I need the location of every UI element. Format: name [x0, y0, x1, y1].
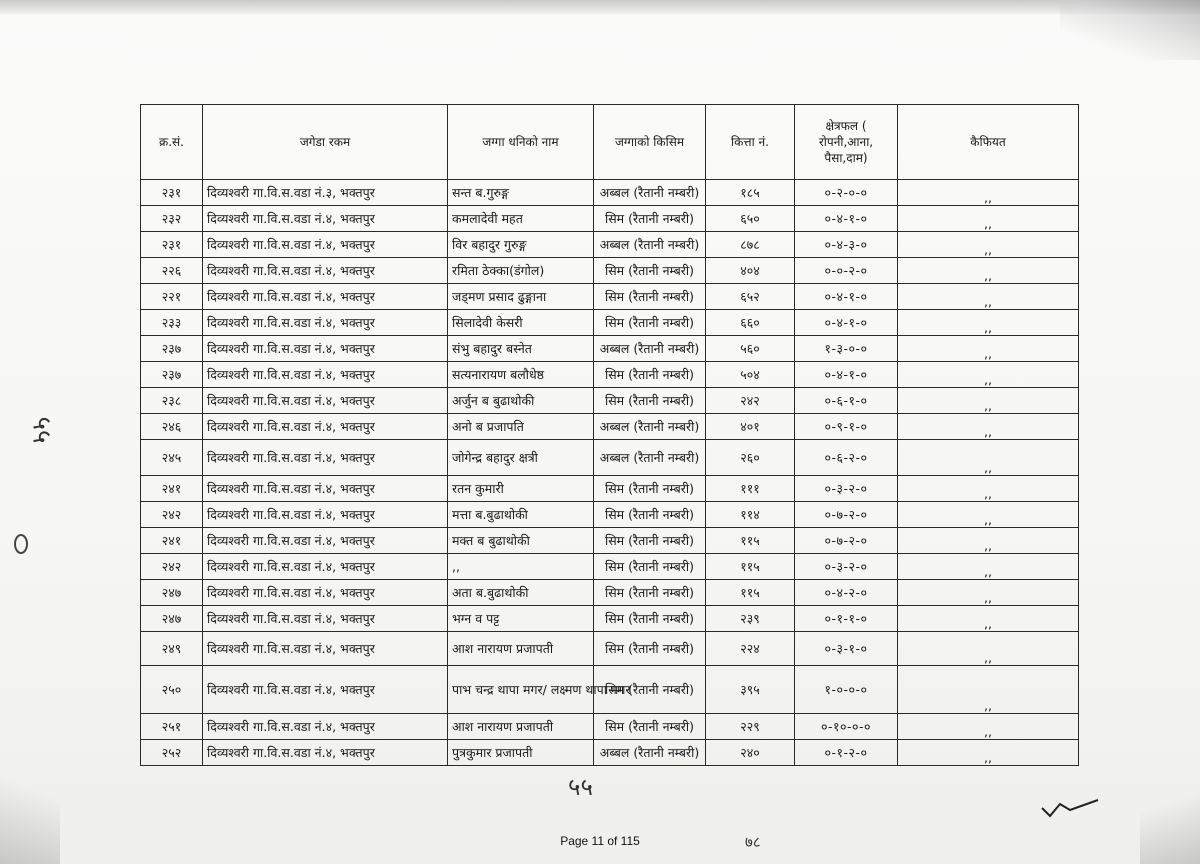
cell-kitta: २६० — [706, 440, 795, 476]
table-row — [141, 632, 1079, 666]
cell-sn: २२६ — [141, 258, 203, 284]
cell-owner: जड्मण प्रसाद ढुङ्गाना — [448, 284, 594, 310]
cell-remarks: ,, — [898, 284, 1079, 310]
table-row — [141, 580, 1079, 606]
cell-remarks: ,, — [898, 714, 1079, 740]
cell-kitta: १८५ — [706, 180, 795, 206]
cell-sn: २४२ — [141, 554, 203, 580]
scan-shadow-corner — [1060, 0, 1200, 60]
cell-owner: जोगेन्द्र बहादुर क्षत्री — [448, 440, 594, 476]
cell-kitta: ६५२ — [706, 284, 795, 310]
cell-type: सिम (रैतानी नम्बरी) — [594, 476, 706, 502]
cell-area: ०-४-१-० — [795, 206, 898, 232]
cell-owner: संभु बहादुर बस्नेत — [448, 336, 594, 362]
table-row — [141, 336, 1079, 362]
cell-sn: २३३ — [141, 310, 203, 336]
cell-kitta: ११५ — [706, 580, 795, 606]
cell-owner: पुत्रकुमार प्रजापती — [448, 740, 594, 766]
cell-area: ०-३-२-० — [795, 476, 898, 502]
cell-remarks: ,, — [898, 502, 1079, 528]
cell-owner: आश नारायण प्रजापती — [448, 714, 594, 740]
cell-type: सिम (रैतानी नम्बरी) — [594, 258, 706, 284]
cell-owner: भग्न व पट्ट — [448, 606, 594, 632]
cell-amount: दिव्यश्वरी गा.वि.स.वडा नं.४, भक्तपुर — [203, 336, 448, 362]
cell-remarks: ,, — [898, 528, 1079, 554]
cell-type: सिम (रैतानी नम्बरी) — [594, 206, 706, 232]
table-row — [141, 554, 1079, 580]
table-row — [141, 714, 1079, 740]
cell-amount: दिव्यश्वरी गा.वि.स.वडा नं.४, भक्तपुर — [203, 310, 448, 336]
cell-sn: २३१ — [141, 180, 203, 206]
cell-kitta: ११५ — [706, 528, 795, 554]
cell-amount: दिव्यश्वरी गा.वि.स.वडा नं.४, भक्तपुर — [203, 666, 448, 714]
cell-owner: अनो ब प्रजापति — [448, 414, 594, 440]
cell-amount: दिव्यश्वरी गा.वि.स.वडा नं.४, भक्तपुर — [203, 632, 448, 666]
cell-amount: दिव्यश्वरी गा.वि.स.वडा नं.४, भक्तपुर — [203, 440, 448, 476]
cell-type: सिम (रैतानी नम्बरी) — [594, 310, 706, 336]
cell-area: १-०-०-० — [795, 666, 898, 714]
cell-type: अब्बल (रैतानी नम्बरी) — [594, 232, 706, 258]
table-row — [141, 528, 1079, 554]
header-remarks: कैफियत — [898, 105, 1079, 180]
cell-sn: २५२ — [141, 740, 203, 766]
circle-mark — [14, 534, 28, 554]
table-body — [141, 180, 1079, 766]
cell-area: ०-४-१-० — [795, 310, 898, 336]
cell-owner: पाभ चन्द्र थापा मगर/ लक्ष्मण थापा मगर — [448, 666, 594, 714]
cell-remarks: ,, — [898, 310, 1079, 336]
cell-type: सिम (रैतानी नम्बरी) — [594, 528, 706, 554]
cell-owner: आश नारायण प्रजापती — [448, 632, 594, 666]
cell-type: सिम (रैतानी नम्बरी) — [594, 580, 706, 606]
cell-remarks: ,, — [898, 740, 1079, 766]
cell-kitta: २४० — [706, 740, 795, 766]
cell-remarks: ,, — [898, 258, 1079, 284]
cell-sn: २४२ — [141, 502, 203, 528]
cell-amount: दिव्यश्वरी गा.वि.स.वडा नं.४, भक्तपुर — [203, 476, 448, 502]
cell-area: ०-७-२-० — [795, 502, 898, 528]
cell-owner: रमिता ठेक्का(डंगोल) — [448, 258, 594, 284]
cell-owner: मक्त ब बुढाथोकी — [448, 528, 594, 554]
table-row — [141, 606, 1079, 632]
cell-kitta: ४०४ — [706, 258, 795, 284]
cell-amount: दिव्यश्वरी गा.वि.स.वडा नं.४, भक्तपुर — [203, 258, 448, 284]
table-row — [141, 180, 1079, 206]
cell-type: अब्बल (रैतानी नम्बरी) — [594, 740, 706, 766]
cell-owner: सन्त ब.गुरुङ्ग — [448, 180, 594, 206]
cell-remarks: ,, — [898, 362, 1079, 388]
cell-area: ०-४-१-० — [795, 362, 898, 388]
cell-area: ०-१-१-० — [795, 606, 898, 632]
scan-shadow-top — [0, 0, 1200, 14]
cell-sn: २३७ — [141, 362, 203, 388]
cell-amount: दिव्यश्वरी गा.वि.स.वडा नं.४, भक्तपुर — [203, 580, 448, 606]
cell-sn: २२१ — [141, 284, 203, 310]
cell-amount: दिव्यश्वरी गा.वि.स.वडा नं.४, भक्तपुर — [203, 284, 448, 310]
cell-kitta: ३९५ — [706, 666, 795, 714]
cell-amount: दिव्यश्वरी गा.वि.स.वडा नं.४, भक्तपुर — [203, 206, 448, 232]
cell-kitta: ११५ — [706, 554, 795, 580]
header-owner: जग्गा धनिको नाम — [448, 105, 594, 180]
table-row — [141, 414, 1079, 440]
table-row — [141, 476, 1079, 502]
cell-type: अब्बल (रैतानी नम्बरी) — [594, 440, 706, 476]
cell-owner: सत्यनारायण बलौधेष्ठ — [448, 362, 594, 388]
cell-type: सिम (रैतानी नम्बरी) — [594, 666, 706, 714]
cell-remarks: ,, — [898, 232, 1079, 258]
cell-amount: दिव्यश्वरी गा.वि.स.वडा नं.४, भक्तपुर — [203, 740, 448, 766]
cell-area: ०-०-२-० — [795, 258, 898, 284]
scan-shadow-left — [0, 760, 60, 864]
header-type: जग्गाको किसिम — [594, 105, 706, 180]
table-row — [141, 362, 1079, 388]
cell-remarks: ,, — [898, 476, 1079, 502]
cell-sn: २५० — [141, 666, 203, 714]
table-row — [141, 502, 1079, 528]
header-area: क्षेत्रफल ( रोपनी,आना, पैसा,दाम) — [795, 105, 898, 180]
cell-kitta: ६६० — [706, 310, 795, 336]
header-sn: क्र.सं. — [141, 105, 203, 180]
cell-kitta: ५०४ — [706, 362, 795, 388]
cell-sn: २५१ — [141, 714, 203, 740]
cell-type: सिम (रैतानी नम्बरी) — [594, 388, 706, 414]
margin-note-left: ५५ — [26, 416, 57, 444]
cell-remarks: ,, — [898, 606, 1079, 632]
cell-amount: दिव्यश्वरी गा.वि.स.वडा नं.४, भक्तपुर — [203, 502, 448, 528]
header-kitta: कित्ता नं. — [706, 105, 795, 180]
cell-kitta: ६५० — [706, 206, 795, 232]
cell-kitta: २२९ — [706, 714, 795, 740]
cell-sn: २४१ — [141, 528, 203, 554]
cell-type: सिम (रैतानी नम्बरी) — [594, 554, 706, 580]
page-footer: Page 11 of 115 — [560, 834, 640, 848]
cell-sn: २३१ — [141, 232, 203, 258]
header-amount: जगेडा रकम — [203, 105, 448, 180]
cell-sn: २४१ — [141, 476, 203, 502]
cell-remarks: ,, — [898, 632, 1079, 666]
cell-sn: २३८ — [141, 388, 203, 414]
cell-amount: दिव्यश्वरी गा.वि.स.वडा नं.४, भक्तपुर — [203, 388, 448, 414]
cell-sn: २४५ — [141, 440, 203, 476]
cell-remarks: ,, — [898, 388, 1079, 414]
cell-area: ०-१-२-० — [795, 740, 898, 766]
table-row — [141, 440, 1079, 476]
cell-area: ०-३-१-० — [795, 632, 898, 666]
cell-sn: २४७ — [141, 580, 203, 606]
land-ledger-table — [140, 104, 1079, 766]
cell-amount: दिव्यश्वरी गा.वि.स.वडा नं.४, भक्तपुर — [203, 528, 448, 554]
table-header-row — [141, 105, 1079, 180]
cell-amount: दिव्यश्वरी गा.वि.स.वडा नं.४, भक्तपुर — [203, 554, 448, 580]
cell-sn: २४९ — [141, 632, 203, 666]
cell-amount: दिव्यश्वरी गा.वि.स.वडा नं.३, भक्तपुर — [203, 180, 448, 206]
cell-kitta: २४२ — [706, 388, 795, 414]
cell-kitta: १११ — [706, 476, 795, 502]
cell-area: ०-३-२-० — [795, 554, 898, 580]
cell-type: सिम (रैतानी नम्बरी) — [594, 632, 706, 666]
cell-area: ०-६-१-० — [795, 388, 898, 414]
cell-area: ०-४-२-० — [795, 580, 898, 606]
cell-owner: कमलादेवी महत — [448, 206, 594, 232]
cell-type: सिम (रैतानी नम्बरी) — [594, 284, 706, 310]
scan-shadow-right — [1140, 780, 1200, 864]
cell-kitta: ८७८ — [706, 232, 795, 258]
cell-amount: दिव्यश्वरी गा.वि.स.वडा नं.४, भक्तपुर — [203, 606, 448, 632]
cell-amount: दिव्यश्वरी गा.वि.स.वडा नं.४, भक्तपुर — [203, 232, 448, 258]
cell-amount: दिव्यश्वरी गा.वि.स.वडा नं.४, भक्तपुर — [203, 362, 448, 388]
cell-remarks: ,, — [898, 336, 1079, 362]
cell-type: अब्बल (रैतानी नम्बरी) — [594, 180, 706, 206]
cell-remarks: ,, — [898, 206, 1079, 232]
table-row — [141, 666, 1079, 714]
table-row — [141, 232, 1079, 258]
table-row — [141, 206, 1079, 232]
table-row — [141, 740, 1079, 766]
cell-sn: २३७ — [141, 336, 203, 362]
cell-type: अब्बल (रैतानी नम्बरी) — [594, 414, 706, 440]
cell-sn: २४६ — [141, 414, 203, 440]
table-row — [141, 258, 1079, 284]
cell-sn: २३२ — [141, 206, 203, 232]
cell-area: ०-१०-०-० — [795, 714, 898, 740]
cell-amount: दिव्यश्वरी गा.वि.स.वडा नं.४, भक्तपुर — [203, 414, 448, 440]
cell-kitta: ११४ — [706, 502, 795, 528]
cell-owner: सिलादेवी केसरी — [448, 310, 594, 336]
table-row — [141, 310, 1079, 336]
cell-area: ०-४-३-० — [795, 232, 898, 258]
cell-area: ०-२-०-० — [795, 180, 898, 206]
cell-owner: अर्जुन ब बुढाथोकी — [448, 388, 594, 414]
cell-area: ०-६-२-० — [795, 440, 898, 476]
margin-note-right-bottom: ७८ — [745, 833, 761, 851]
margin-note-bottom: ५५ — [568, 773, 593, 801]
cell-remarks: ,, — [898, 554, 1079, 580]
table-row — [141, 284, 1079, 310]
cell-amount: दिव्यश्वरी गा.वि.स.वडा नं.४, भक्तपुर — [203, 714, 448, 740]
cell-kitta: २२४ — [706, 632, 795, 666]
cell-remarks: ,, — [898, 414, 1079, 440]
cell-type: अब्बल (रैतानी नम्बरी) — [594, 336, 706, 362]
cell-type: सिम (रैतानी नम्बरी) — [594, 714, 706, 740]
cell-remarks: ,, — [898, 180, 1079, 206]
cell-kitta: ५६० — [706, 336, 795, 362]
cell-area: ०-९-१-० — [795, 414, 898, 440]
cell-remarks: ,, — [898, 580, 1079, 606]
cell-remarks: ,, — [898, 440, 1079, 476]
cell-sn: २४७ — [141, 606, 203, 632]
cell-type: सिम (रैतानी नम्बरी) — [594, 362, 706, 388]
cell-kitta: २३९ — [706, 606, 795, 632]
cell-area: ०-४-१-० — [795, 284, 898, 310]
cell-owner: रतन कुमारी — [448, 476, 594, 502]
cell-owner: विर बहादुर गुरुङ्ग — [448, 232, 594, 258]
cell-owner: ,, — [448, 554, 594, 580]
table-row — [141, 388, 1079, 414]
cell-type: सिम (रैतानी नम्बरी) — [594, 606, 706, 632]
check-mark-icon — [1040, 796, 1100, 820]
cell-area: १-३-०-० — [795, 336, 898, 362]
cell-type: सिम (रैतानी नम्बरी) — [594, 502, 706, 528]
cell-owner: मत्ता ब.बुढाथोकी — [448, 502, 594, 528]
cell-remarks: ,, — [898, 666, 1079, 714]
cell-area: ०-७-२-० — [795, 528, 898, 554]
cell-kitta: ४०१ — [706, 414, 795, 440]
cell-owner: अता ब.बुढाथोकी — [448, 580, 594, 606]
